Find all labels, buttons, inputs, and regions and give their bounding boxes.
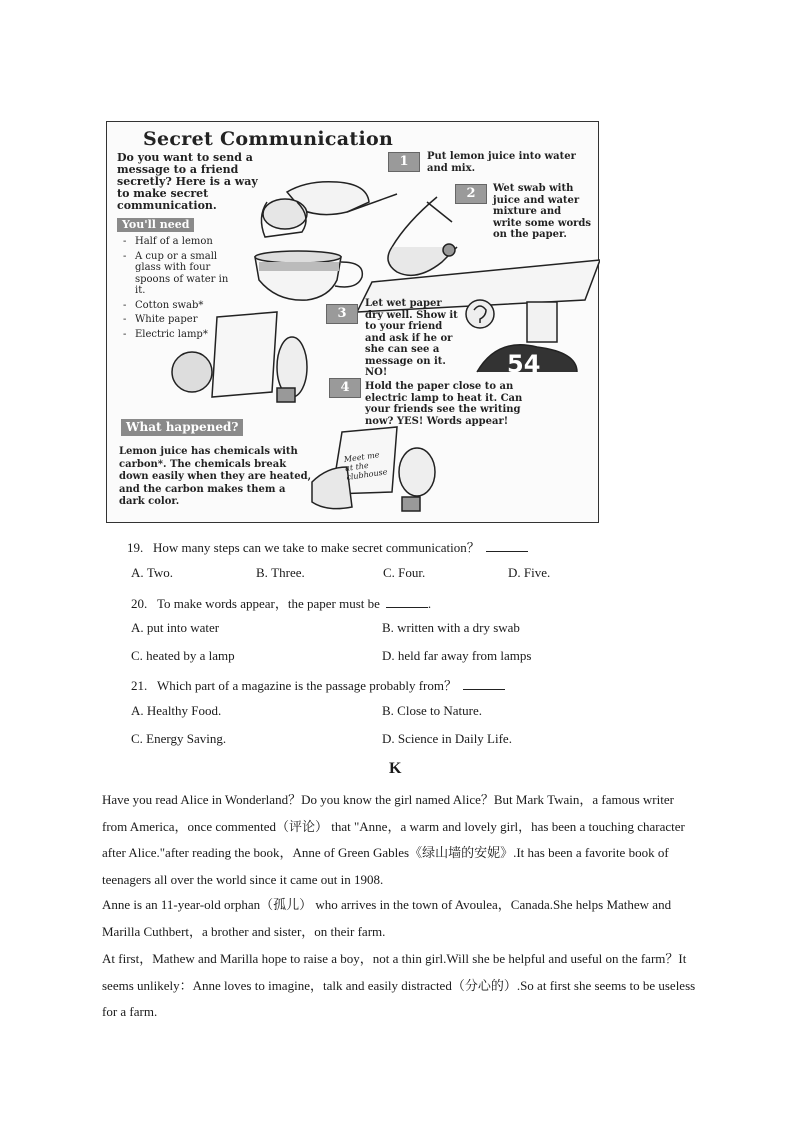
- step-4-number: 4: [329, 378, 361, 398]
- passage-paragraph-1: Have you read Alice in Wonderland？Do you know the girl named Alice？But Mark Twain，a famous writer from America，once commented（评论） that "Anne，a warm and lovely girl，has been a touching character after Alice."after reading the book，Anne of Green Gables《绿山墙的安妮》.It has been a favorite book of teenagers all over the world since it came out in 1908.: [102, 792, 685, 887]
- section-heading: K: [389, 760, 402, 777]
- option-a: A. Two.: [131, 565, 174, 580]
- lemon-squeeze-illustration: [261, 182, 397, 237]
- cup-illustration: [255, 251, 362, 300]
- what-happened-text: Lemon juice has chemicals with carbon*. The chemicals break down easily when they are heated, and the carbon makes them a dark color.: [119, 446, 312, 507]
- answer-blank: [486, 539, 528, 552]
- step-3-number: 3: [326, 304, 358, 324]
- option-d: D. held far away from lamps: [382, 648, 532, 663]
- option-d: D. Science in Daily Life.: [382, 731, 512, 746]
- step-1-text: Put lemon juice into water and mix.: [427, 151, 576, 174]
- passage-paragraph-3: At first，Mathew and Marilla hope to raise a boy，not a thin girl.Will she be helpful and useful on the farm？It seems unlikely：Anne loves to imagine，talk and easily distracted（分心的）.So at first she seems to be useless for a farm.: [102, 951, 696, 1019]
- answer-blank: [463, 677, 505, 690]
- needs-list: [121, 236, 231, 343]
- answer-blank: [386, 595, 428, 608]
- question-21: [131, 675, 505, 694]
- question-19: [127, 537, 528, 556]
- option-c: C. Energy Saving.: [131, 731, 227, 746]
- step-2-text: Wet swab with juice and water mixture and write some words on the paper.: [493, 183, 592, 240]
- option-b: B. written with a dry swab: [382, 620, 520, 635]
- need-item: - White paper: [121, 314, 231, 326]
- option-a: A. put into water: [131, 620, 220, 635]
- secret-communication-poster: [106, 121, 599, 523]
- step-4-text: Hold the paper close to an electric lamp to heat it. Can your friends see the writing now? YES! Words appear!: [365, 381, 523, 427]
- svg-text:54: 54: [507, 350, 541, 378]
- passage-paragraph-2: Anne is an 11-year-old orphan（孤儿） who arrives in the town of Avoulea，Canada.She helps Mathew and Marilla Cuthbert，a brother and sister，on their farm.: [102, 897, 672, 939]
- note-message: Meet me at the clubhouse: [343, 450, 388, 482]
- question-illustration: [466, 300, 577, 378]
- question-19-stem: 19. How many steps can we take to make secret communication？: [127, 540, 480, 555]
- option-c: C. heated by a lamp: [131, 648, 235, 663]
- you-need-heading: You'll need: [117, 218, 194, 232]
- poster-title: Secret Communication: [143, 128, 394, 150]
- need-item: - Electric lamp*: [121, 329, 231, 341]
- option-c: C. Four.: [383, 565, 426, 580]
- question-20: 20. To make words appear，the paper must be .: [131, 596, 432, 611]
- option-b: B. Three.: [256, 565, 305, 580]
- question-20-stem: 20. To make words appear，the paper must be: [131, 596, 380, 611]
- option-d: D. Five.: [508, 565, 551, 580]
- what-happened-heading: What happened?: [121, 419, 243, 436]
- need-item: - A cup or a small glass with four spoons of water in it.: [121, 251, 231, 297]
- question-21-stem: 21. Which part of a magazine is the passage probably from？: [131, 678, 457, 693]
- step-1-number: 1: [388, 152, 420, 172]
- step-2-number: 2: [455, 184, 487, 204]
- poster-intro: Do you want to send a message to a friend secretly? Here is a way to make secret communication.: [117, 151, 258, 212]
- need-item: - Cotton swab*: [121, 300, 231, 312]
- option-a: A. Healthy Food.: [131, 703, 222, 718]
- step-3-text: Let wet paper dry well. Show it to your friend and ask if he or she can see a message on it. NO!: [365, 298, 458, 378]
- need-item: - Half of a lemon: [121, 236, 231, 248]
- option-b: B. Close to Nature.: [382, 703, 483, 718]
